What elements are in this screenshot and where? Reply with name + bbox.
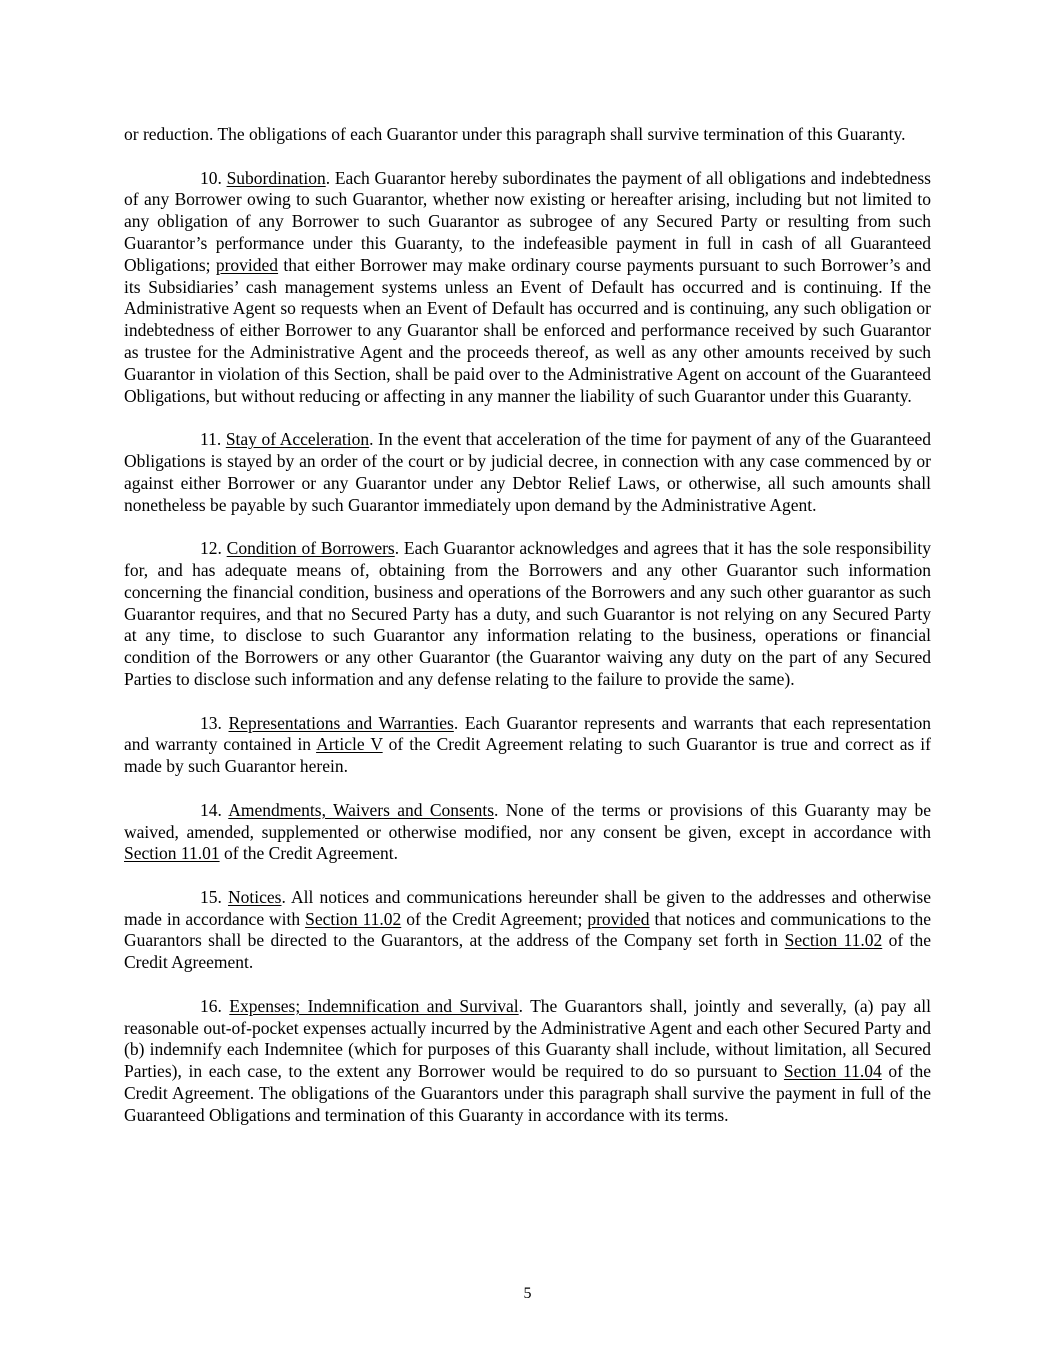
text-run: of the Credit Agreement. <box>219 843 398 864</box>
text-run: 10. <box>200 167 227 188</box>
underlined-term: Subordination <box>226 167 326 188</box>
underlined-term: Article V <box>316 734 383 755</box>
underlined-term: Notices <box>228 886 282 907</box>
underlined-term: Stay of Acceleration <box>225 429 370 450</box>
text-run: of the Credit Agreement; <box>401 908 588 929</box>
text-run: 16. <box>200 995 230 1016</box>
text-run: of the Credit Agreement. The obligations of the Guarantors under this paragraph shall survive the payment in full of the Guaranteed Obligations and termination of this Guaranty in accordance with its terms. <box>124 1061 932 1125</box>
underlined-term: provided <box>215 254 279 275</box>
underlined-term: Section 11.01 <box>124 843 220 864</box>
underlined-term: Section 11.02 <box>784 930 883 951</box>
paragraph <box>124 124 931 146</box>
underlined-term: Representations and Warranties <box>228 712 454 733</box>
underlined-term: Condition of Borrowers <box>226 538 395 559</box>
text-run: . All notices and communications hereunder shall be given to the addresses and otherwise made in accordance with <box>124 886 932 929</box>
underlined-term: Section 11.04 <box>783 1061 882 1082</box>
paragraph <box>124 168 931 408</box>
paragraph <box>124 996 931 1127</box>
underlined-term: Section 11.02 <box>305 908 402 929</box>
paragraph <box>124 429 931 516</box>
paragraph <box>124 538 931 691</box>
text-run: . Each Guarantor hereby subordinates the payment of all obligations and indebtedness of any Borrower owing to such Guarantor, whether now existing or hereafter arising, including but not limited to any obligation of any Borrower to such Guarantor as subrogee of any Secured Party or resulting from such Guarantor’s performance under this Guaranty, to the indefeasible payment in full in cash of all Guaranteed Obligations; <box>124 167 931 275</box>
text-run: that notices and communications to the Guarantors shall be directed to the Guarantors, at the address of the Company set forth in <box>124 908 931 951</box>
underlined-term: Expenses; Indemnification and Survival <box>229 995 519 1016</box>
page-number: 5 <box>523 1285 532 1302</box>
text-run: . Each Guarantor represents and warrants that each representation and warranty contained in <box>124 712 931 755</box>
text-run: 11. <box>200 429 226 450</box>
paragraph <box>124 887 931 974</box>
text-run: . The Guarantors shall, jointly and severally, (a) pay all reasonable out-of-pocket expenses actually incurred by the Administrative Agent and each other Secured Party and (b) indemnify each Indemnitee (which for purposes of this Guaranty shall include, without limitation, all Secured Parties), in each case, to the extent any Borrower would be required to do so pursuant to <box>124 995 932 1082</box>
text-run: 12. <box>200 538 227 559</box>
text-run: 13. <box>200 712 229 733</box>
text-run: 15. <box>200 886 228 907</box>
document-body <box>124 124 931 1148</box>
text-run: 14. <box>200 799 229 820</box>
paragraph <box>124 713 931 778</box>
text-run: of the Credit Agreement relating to such Guarantor is true and correct as if made by such Guarantor herein. <box>124 734 931 777</box>
text-run: . Each Guarantor acknowledges and agrees that it has the sole responsibility for, and has adequate means of, obtaining from the Borrowers and any other Guarantor such information concerning the financial condition, business and operations of the Borrowers and any such other guarantor as such Guarantor requires, and that no Secured Party has a duty, and such Guarantor is not relying on any Secured Party at any time, to disclose to such Guarantor any information relating to the business, operations or financial condition of the Borrowers or any other Guarantor (the Guarantor waiving any duty on the part of any Secured Parties to disclose such information and any defense relating to the failure to provide the same). <box>124 538 932 689</box>
text-run: . In the event that acceleration of the time for payment of any of the Guaranteed Obligations is stayed by an order of the court or by judicial decree, in connection with any case commenced by or against either Borrower or any Guarantor under any Debtor Relief Laws, or otherwise, all such amounts shall nonetheless be payable by such Guarantor immediately upon demand by the Administrative Agent. <box>124 429 931 515</box>
text-run: . None of the terms or provisions of this Guaranty may be waived, amended, supplemented or otherwise modified, nor any consent be given, except in accordance with <box>124 799 932 842</box>
text-run: or reduction. The obligations of each Guarantor under this paragraph shall survive termination of this Guaranty. <box>124 124 906 144</box>
underlined-term: Amendments, Waivers and Consents <box>228 799 495 820</box>
paragraph <box>124 800 931 865</box>
text-run: that either Borrower may make ordinary course payments pursuant to such Borrower’s and its Subsidiaries’ cash management systems unless an Event of Default has occurred and is continuing. If the Administrative Agent so requests when an Event of Default has occurred and is continuing, any such obligation or indebtedness of either Borrower to any Guarantor shall be enforced and performance received by such Guarantor as trustee for the Administrative Agent and the proceeds thereof, as well as any other amounts received by such Guarantor in violation of this Section, shall be paid over to the Administrative Agent on account of the Guaranteed Obligations, but without reducing or affecting in any manner the liability of such Guarantor under this Guaranty. <box>124 254 931 406</box>
underlined-term: provided <box>587 908 650 929</box>
text-run: of the Credit Agreement. <box>124 930 931 973</box>
